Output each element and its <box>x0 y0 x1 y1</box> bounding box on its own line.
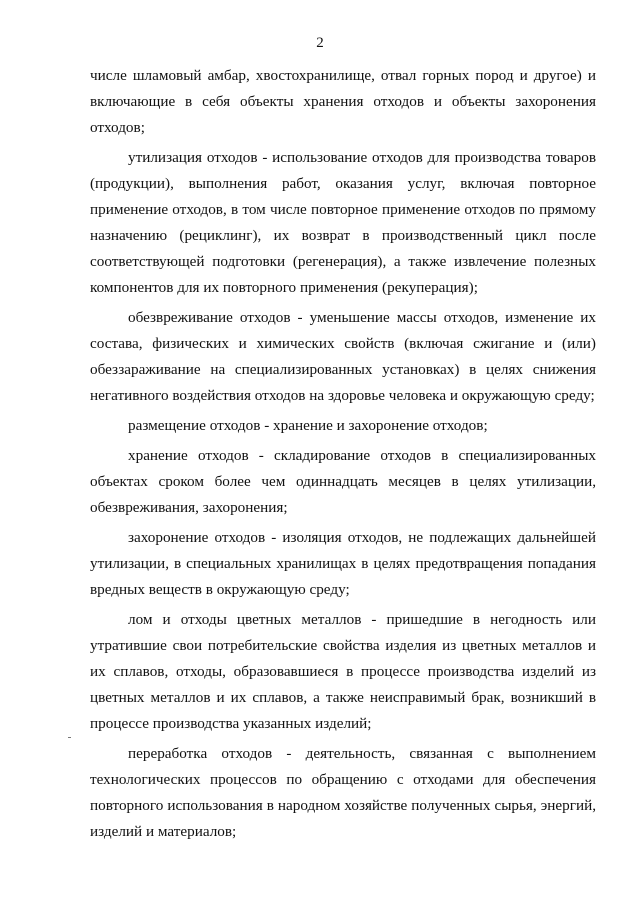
paragraph-utilization-definition: утилизация отходов - использование отходов для производства товаров (продукции), выполнения работ, оказания услуг, включая повторное применение отходов, в том числе повторное применение отходов по прямому назначению (рециклинг), их возврат в производственный цикл после соответствующей подготовки (регенерация), а также извлечение полезных компонентов для их повторного применения (рекуперация); <box>90 149 596 296</box>
margin-mark <box>68 737 71 738</box>
page-number: 2 <box>316 35 324 51</box>
paragraph-nonferrous-scrap-definition: лом и отходы цветных металлов - пришедшие в негодность или утратившие свои потребительские свойства изделия из цветных металлов и их сплавов, отходы, образовавшиеся в процессе производства изделий из цветных металлов и их сплавов, а также неисправимый брак, возникший в процессе производства указанных изделий; <box>90 611 596 732</box>
paragraph-continuation: числе шламовый амбар, хвостохранилище, отвал горных пород и другое) и включающие в себя объекты хранения отходов и объекты захоронения отходов; <box>90 67 596 136</box>
paragraph-neutralization-definition: обезвреживание отходов - уменьшение массы отходов, изменение их состава, физических и химических свойств (включая сжигание и (или) обеззараживание на специализированных установках) в целях снижения негативного воздействия отходов на здоровье человека и окружающую среду; <box>90 309 596 404</box>
paragraph-burial-definition: захоронение отходов - изоляция отходов, не подлежащих дальнейшей утилизации, в специальных хранилищах в целях предотвращения попадания вредных веществ в окружающую среду; <box>90 529 596 598</box>
document-body <box>90 63 596 849</box>
paragraph-processing-definition: переработка отходов - деятельность, связанная с выполнением технологических процессов по обращению с отходами для обеспечения повторного использования в народном хозяйстве полученных сырья, энергий, изделий и материалов; <box>90 745 596 840</box>
paragraph-placement-definition: размещение отходов - хранение и захоронение отходов; <box>128 417 488 434</box>
paragraph-storage-definition: хранение отходов - складирование отходов в специализированных объектах сроком более чем одиннадцать месяцев в целях утилизации, обезвреживания, захоронения; <box>90 447 596 516</box>
